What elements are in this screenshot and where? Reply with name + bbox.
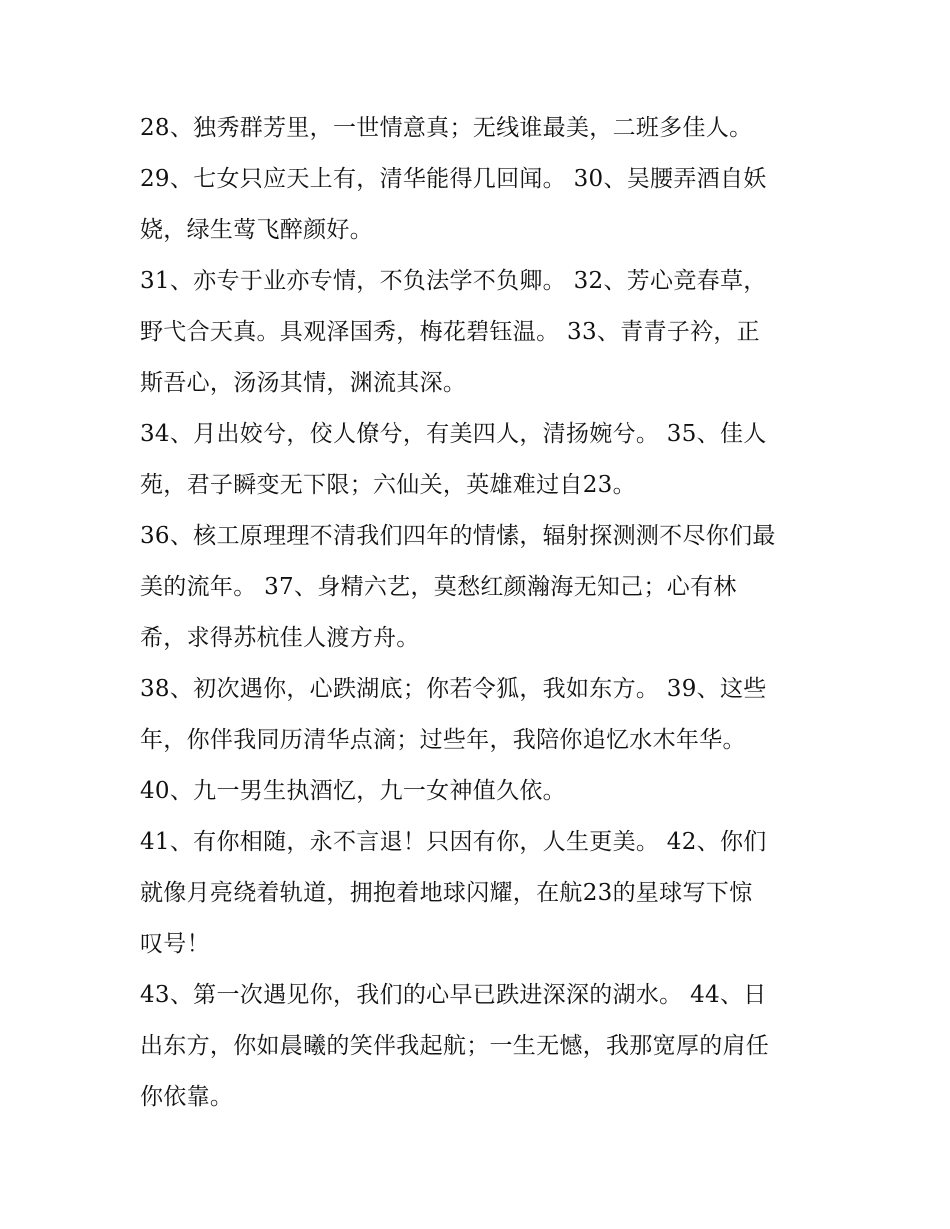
text-line: 28、独秀群芳里，一世情意真；无线谁最美，二班多佳人。	[140, 115, 753, 141]
text-line: 出东方，你如晨曦的笑伴我起航；一生无憾，我那宽厚的肩任	[140, 1033, 770, 1059]
text-line: 叹号！	[140, 931, 210, 957]
text-line: 38、初次遇你，心跌湖底；你若令狐，我如东方。 39、这些	[140, 676, 767, 702]
text-line: 41、有你相随，永不言退！只因有你，人生更美。 42、你们	[140, 829, 767, 855]
text-line: 你依靠。	[140, 1084, 234, 1110]
text-line: 29、七女只应天上有，清华能得几回闻。 30、吴腰弄酒自妖	[140, 166, 767, 192]
text-line: 斯吾心，汤汤其情，渊流其深。	[140, 370, 467, 396]
text-line: 34、月出姣兮，佼人僚兮，有美四人，清扬婉兮。 35、佳人	[140, 421, 767, 447]
document-body	[140, 103, 830, 1123]
text-line: 36、核工原理理不清我们四年的情愫，辐射探测测不尽你们最	[140, 523, 776, 549]
text-line: 美的流年。 37、身精六艺，莫愁红颜瀚海无知己；心有林	[140, 574, 737, 600]
text-line: 年，你伴我同历清华点滴；过些年，我陪你追忆水木年华。	[140, 727, 746, 753]
text-line: 娆，绿生莺飞醉颜好。	[140, 217, 373, 243]
text-line: 40、九一男生执酒忆，九一女神值久依。	[140, 778, 566, 804]
text-line: 野弋合天真。具观泽国秀，梅花碧钰温。 33、青青子衿，正	[140, 319, 760, 345]
text-line: 苑，君子瞬变无下限；六仙关，英雄难过自23。	[140, 472, 636, 498]
text-line: 希，求得苏杭佳人渡方舟。	[140, 625, 420, 651]
text-line: 31、亦专于业亦专情，不负法学不负卿。 32、芳心竞春草，	[140, 268, 767, 294]
text-line: 43、第一次遇见你，我们的心早已跌进深深的湖水。 44、日	[140, 982, 767, 1008]
text-line: 就像月亮绕着轨道，拥抱着地球闪耀，在航23的星球写下惊	[140, 880, 753, 906]
